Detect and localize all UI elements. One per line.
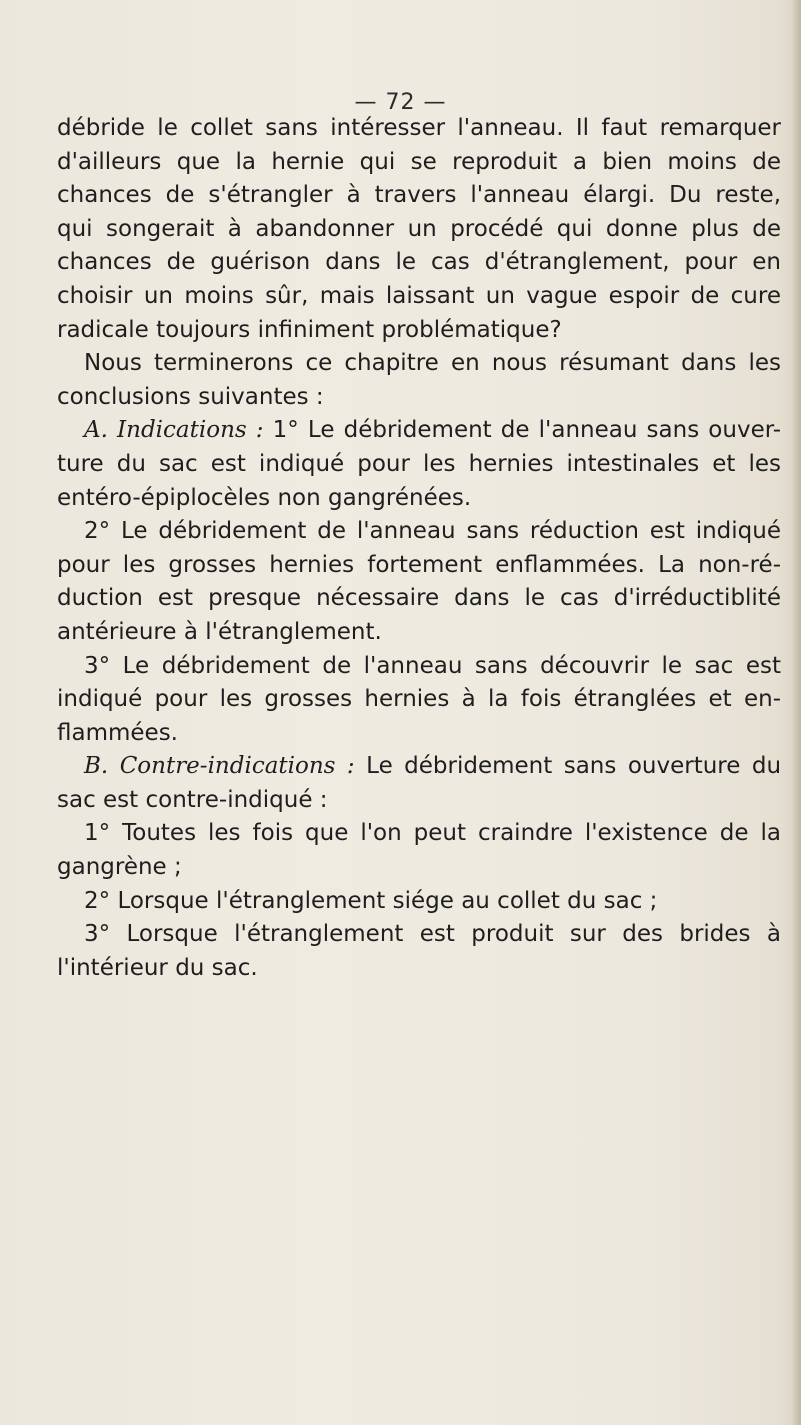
text-line: débride le collet sans intéresser l'anneau. Il faut remarquer <box>57 115 781 141</box>
page-edge-shadow <box>791 0 801 1425</box>
body-text <box>57 112 781 985</box>
text-line: indiqué pour les grosses hernies à la fois étranglées et en- <box>57 686 781 713</box>
text-line: chances de s'étrangler à travers l'anneau élargi. Du reste, <box>57 182 781 209</box>
indications-line <box>57 414 781 448</box>
text-line: conclusions suivantes : <box>57 383 324 410</box>
section-letter: B. <box>84 753 109 780</box>
text-run: Le débridement sans ouverture du <box>366 753 782 780</box>
text-line: radicale toujours infiniment problématique? <box>57 316 562 343</box>
text-line: l'intérieur du sac. <box>57 954 258 981</box>
text-line: sac est contre-indiqué : <box>57 786 328 813</box>
text-line: chances de guérison dans le cas d'étranglement, pour en <box>57 249 781 276</box>
page-number: — 72 — <box>354 90 447 115</box>
text-line: pour les grosses hernies fortement enflammées. La non-ré- <box>57 551 781 578</box>
text-line: 3° Le débridement de l'anneau sans découvrir le sac est <box>84 652 781 679</box>
text-run: 1° Le débridement de l'anneau sans ouver- <box>272 417 782 444</box>
section-heading: Contre-indications : <box>119 753 355 780</box>
text-line: choisir un moins sûr, mais laissant un vague espoir de cure <box>57 282 781 309</box>
text-line: Nous terminerons ce chapitre en nous résumant dans les <box>84 350 781 377</box>
text-line: 2° Lorsque l'étranglement siége au collet du sac ; <box>84 887 658 914</box>
section-letter: A. <box>84 417 108 444</box>
text-line: antérieure à l'étranglement. <box>57 618 382 645</box>
text-line: 3° Lorsque l'étranglement est produit sur des brides à <box>84 921 781 948</box>
section-heading: Indications : <box>117 417 264 444</box>
text-line: flammées. <box>57 719 178 746</box>
text-line: entéro-épiplocèles non gangrénées. <box>57 484 472 511</box>
text-line: ture du sac est indiqué pour les hernies intestinales et les <box>57 450 781 477</box>
text-line: 2° Le débridement de l'anneau sans réduction est indiqué <box>84 518 781 545</box>
text-line: d'ailleurs que la hernie qui se reproduit a bien moins de <box>57 148 781 175</box>
text-line: gangrène ; <box>57 854 182 881</box>
contre-indications-line <box>57 750 781 784</box>
text-line: 1° Toutes les fois que l'on peut craindre l'existence de la <box>84 820 781 847</box>
text-line: qui songerait à abandonner un procédé qui donne plus de <box>57 215 781 242</box>
text-line: duction est presque nécessaire dans le cas d'irréductiblité <box>57 585 781 612</box>
